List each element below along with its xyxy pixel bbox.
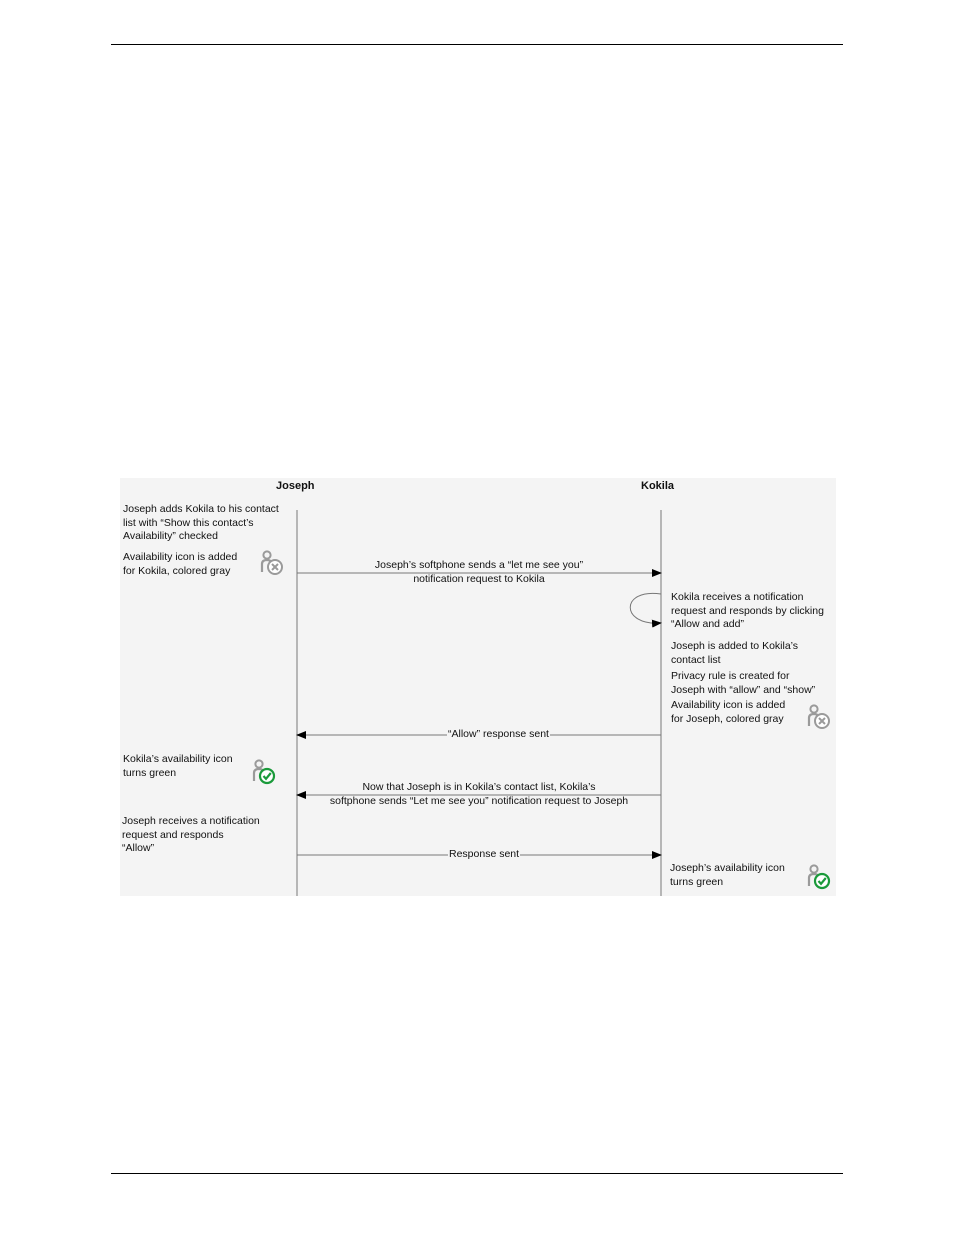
sequence-diagram: [120, 478, 836, 896]
participant-kokila: Kokila: [641, 480, 675, 492]
availability-gray-icon: [259, 550, 285, 578]
self-loop-arrow: [630, 593, 661, 623]
note-joseph-adds: Joseph adds Kokila to his contact list with “Show this contact’s Availability” checked: [123, 503, 279, 542]
availability-green-icon: [806, 864, 832, 892]
note-joseph-green: Joseph’s availability icon turns green: [670, 862, 785, 888]
note-joseph-added: Joseph is added to Kokila’s contact list: [671, 640, 799, 666]
note-kokila-green: Kokila’s availability icon turns green: [123, 753, 233, 779]
note-icon-added-joseph: Availability icon is added for Joseph, colored gray: [671, 699, 786, 725]
message-m2: “Allow” response sent: [448, 728, 549, 740]
participant-joseph: Joseph: [276, 480, 315, 492]
message-m4: Response sent: [449, 848, 520, 860]
note-icon-added-kokila: Availability icon is added for Kokila, colored gray: [123, 551, 238, 577]
header-rule: [111, 44, 843, 45]
note-kokila-receives: Kokila receives a notification request and responds by clicking “Allow and add”: [671, 591, 824, 630]
availability-green-icon: [251, 759, 277, 787]
message-m3: Now that Joseph is in Kokila’s contact list, Kokila’s softphone sends “Let me see you” notification request to Joseph: [329, 781, 629, 807]
availability-gray-icon: [806, 704, 832, 732]
message-m1: Joseph’s softphone sends a “let me see you” notification request to Kokila: [374, 559, 584, 585]
note-privacy-rule: Privacy rule is created for Joseph with “allow” and “show”: [671, 670, 816, 696]
footer-rule: [111, 1173, 843, 1174]
note-joseph-receives: Joseph receives a notification request and responds “Allow”: [122, 815, 260, 854]
